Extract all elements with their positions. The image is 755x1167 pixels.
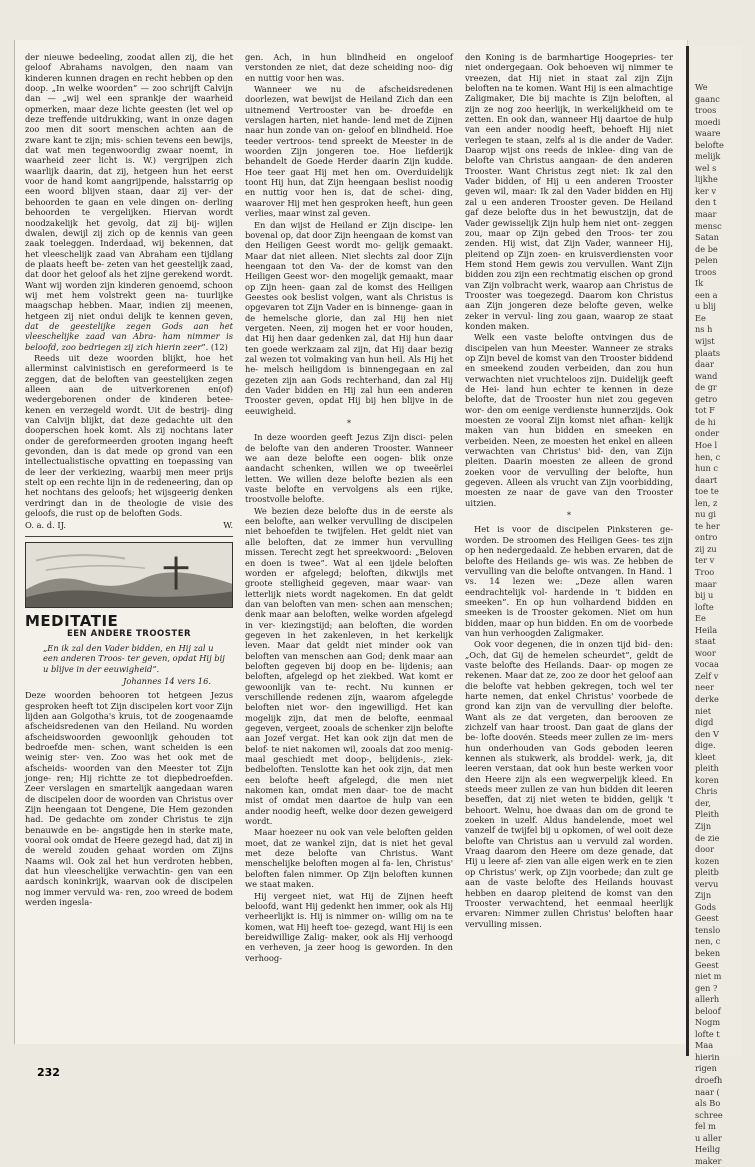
paragraph: Het is voor de discipelen Pinksteren ge- worden. De stroomen des Heiligen Gees- tes zijn op hen nedergedaald. Ze hebben ervaren, dat de belofte des Heilands ge- wis was. Ze hebben de vervulling van die belofte ontvangen. In Hand. 1 vs. 14 lezen we: „Deze allen waren eendrachtelijk vol- hardende in 't bidden en smeeken”. En op hun volhardend bidden en smeeken is de Trooster gekomen. Niet om hun bidden, maar op hun bidden. En om de voorbede van hun verhoogden Zaligmaker. — [465, 524, 673, 638]
next-page-text-fragment: hen, c — [695, 451, 721, 462]
next-page-text-fragment: gen ? — [695, 982, 718, 993]
paragraph: Reeds uit deze woorden blijkt, hoe het allerminst calvinistisch en gereformeerd is te zeggen, dat de beloften van geestelijken zegen alleen aan de uitverkorenen en(of) wedergeborenen onder de kinderen betee- kenen en verzegeld wordt. Uit de bestrij- ding van Calvijn blijkt, dat deze gedachte uit den dooperschen hoek komt. Als zij nochtans later onder de gereformeerden grooten ingang heeft gevonden, dan is dat mede op grond van een intellectualistische opvatting en toepassing van de leer der verkiezing, waarbij men meer prijs stelt op een rechte lijn in de redeneering, dan op het nochtans des geloofs; het wijsgeerig denken verdringt dan in de theologie de visie des geloofs, die rust op de beloften Gods. — [25, 352, 233, 519]
next-page-text-fragment: nu gi — [695, 509, 717, 520]
next-page-text-fragment: kozen — [695, 855, 720, 866]
next-page-text-fragment: pleith — [695, 763, 719, 774]
next-page-text-fragment: derke — [695, 693, 719, 704]
next-page-text-fragment: Geest — [695, 959, 719, 970]
next-page-text-fragment: digd — [695, 717, 714, 728]
paragraph: Maar hoezeer nu ook van vele beloften gelden moet, dat ze wankel zijn, dat is niet het geval met deze belofte van Christus. Want menschelijke beloften mogen al fa- len, Christus' beloften falen nimmer. Op Zijn beloften kunnen we staat maken. — [245, 827, 453, 890]
next-page-text-fragment: niet — [695, 705, 712, 716]
next-page-text-fragment: beken — [695, 948, 721, 959]
next-page-text-fragment: gaanc — [695, 93, 720, 104]
next-page-text-fragment: u aller — [695, 1132, 722, 1143]
next-page-text-fragment: mensc — [695, 220, 722, 231]
next-page-text-fragment: waare — [695, 128, 721, 139]
next-page-text-fragment: moedi — [695, 116, 721, 127]
next-page-text-fragment: pleitb — [695, 867, 719, 878]
paragraph: der nieuwe bedeeling, zoodat allen zij, die het geloof Abrahams navolgen, den naam van kinderen kunnen dragen en recht hebben op den doop. „In welke woorden” — zoo schrijft Calvijn dan — „wij wel een sprankje der waarheid opmerken, maar deze lichte geesten (let wel op deze treffende uitdrukking, want in onze dagen zoo men dit soort menschen achten aan de zware kant te zijn; mis- schien tevens een bewijs, dat wat men tegenwoordig zwaar noemt, in waarheid zeer licht is. W.) vergrijpen zich waarlijk daarin, dat zij, hetgeen hun het eerst voor de hand komt aangrijpende, halsstarrig op een woord blijven staan, daar zij ver- der behoorden te gaan en vele dingen on- derling behoorden te vergelijken. Hiervan wordt noodzakelijk het gevolg, dat zij bij- wijlen dwalen, dewijl zij zich op de kennis van geen zaak toeleggen. Inderdaad, wij bekennen, dat het vleeschelijk zaad van Abraham een tijdlang de plaats heeft be- zeten van het geestelijk zaad, dat door het geloof als het zijne gerekend wordt. Want wij worden zijn kinderen genoemd, schoon wij met hem volstrekt geen na- tuurlijke maagschap hebben. Maar, indien zij meenen, hetgeen zij niet ondui delijk te kennen geven, dat de geestelijke zegen Gods aan het vleeschelijke zaad van Abra- ham nimmer is beloofd, zoo bedriegen zij zich hierin zeer”. (12) — [25, 52, 233, 352]
next-page-text-fragment: kleet — [695, 751, 716, 762]
page-number: 232 — [37, 1066, 60, 1079]
location-initials: O. a. d. IJ. — [25, 520, 66, 531]
next-page-text-fragment: vocaa — [695, 659, 719, 670]
next-page-text-fragment: Heila — [695, 624, 718, 635]
next-page-text-fragment: daar — [695, 359, 714, 370]
next-page-text-fragment: maar — [695, 209, 717, 220]
next-page-text-fragment: staat — [695, 636, 716, 647]
scripture-quote: „En ik zal den Vader bidden, en Hij zal u een anderen Troos- ter geven, opdat Hij bij u blijve in der eeuwigheid”. — [43, 642, 225, 674]
next-page-text-fragment: de be — [695, 243, 718, 254]
next-page-text-fragment: plaats — [695, 347, 721, 358]
next-page-text-fragment: Geest — [695, 913, 719, 924]
next-page-text-fragment: belofte — [695, 139, 724, 150]
paragraph: Welk een vaste belofte ontvingen dus de discipelen van hun Meester. Wanneer ze straks op Zijn bevel de komst van den Trooster biddend en smeekend zouden verbeiden, dan zou hun verwachten niet vruchteloos zijn. Duidelijk geeft de Hei- land hun echter te kennen in deze belofte, dat de Trooster hun niet zou gegeven wor- den om eenige verdienste hunnerzijds. Ook moesten ze vooral Zijn komst niet afhan- kelijk maken van hun bidden en smeeken en verbeiden. Neen, ze moesten het enkel en alleen verwachten van Christus' bid- den, van Zijn pleiten. Daarin moesten ze alleen de grond zoeken voor de vervulling der belofte, hun gegeven. Alleen als vrucht van Zijn voorbidding, moesten ze naar de gave van den Trooster uitzien. — [465, 332, 673, 508]
next-page-text-fragment: Ik — [695, 278, 704, 289]
next-page-text-fragment: den t — [695, 197, 717, 208]
next-page-text-fragment: naar ( — [695, 1086, 720, 1097]
next-page-text-fragment: Hoe l — [695, 439, 718, 450]
next-page-text-fragment: Gods — [695, 901, 716, 912]
next-page-text-fragment: dige. — [695, 740, 716, 751]
next-page-text-fragment: melijk — [695, 151, 721, 162]
next-page-text-fragment: Nogm — [695, 1017, 721, 1028]
paragraph: Ook voor degenen, die in onzen tijd bid- den: „Och, dat Gij de hemelen scheurdet”, geldt de vaste belofte des Heilands. Daar- op mogen ze rekenen. Maar dat ze, zoo ze door het geloof aan die belofte vat hebben gekregen, toch wel ter harte nemen, dat enkel Christus' voorbede de grond kan zijn van de vervulling dier belofte. Want als ze dat vergeten, dan berooven ze zichzelf van haar troost. Dan gaat de glans der be- lofte doovén. Steeds meer zullen ze im- mers hun onderhouden van Gods geboden leeren kennen als stukwerk, als broddel- werk, ja, dit leeren verstaan, dat ook hun beste werken voor den Heere zijn als een wegwerpelijk kleed. En steeds meer zullen ze van hun bidden dit leeren beseffen, dat zij niet weten te bidden, gelijk 't behoort. Welnu, hoe dwaas dan om de grond te zoeken in uzelf. Aldus handelende, moet wel vanzelf de twijfel bij u opkomen, of wel ooit deze belofte van Christus aan u vervuld zal worden. Vraag daarom den Heere om deze genade, dat Hij u leere af- zien van alle eigen werk en te zien op Christus' werk, op Zijn voorbede; dan zult ge aan de vaste belofte des Heilands houvast hebben en daarop pleitend de komst van den Trooster verwachtend, het eenmaal heerlijk ervaren: Nimmer zullen Christus' beloften haar vervulling missen. — [465, 639, 673, 929]
paragraph: En dan wijst de Heiland er Zijn discipe- len bovenal op, dat door Zijn heengaan de komst van den Heiligen Geest wordt mo- gelijk gemaakt. Maar dat niet alleen. Niet slechts zal door Zijn heengaan tot den Va- der de komst van den Heiligen Geest wor- den mogelijk gemaakt, maar op Zijn heen- gaan zal de komst des Heiligen Geestes ook beslist volgen, want als Christus is opgevaren tot Zijn Vader en is binnenge- gaan in de hemelsche glorie, dan zal Hij hen niet vergeten. Neen, zij mogen het er voor houden, dat Hij hen daar gedenken zal, dat Hij hun daar ten goede werkzaam zal zijn, dat Hij daar bezig zal wezen tot volmaking van hun heil. Als Hij het he- melsch heiligdom is binnengegaan en zal gezeten zijn aan Gods rechterhand, dan zal Hij den Vader bidden en Hij zal hun een anderen Trooster geven, opdat Hij bij hen blijve in de eeuwigheid. — [245, 219, 453, 416]
paragraph: Wanneer we nu de afscheidsredenen doorlezen, wat bewijst de Heiland Zich dan een uitnemend Vertrooster van be- droefde en verslagen harten, niet hande- lend met de Zijnen naar hun zonde van on- geloof en blindheid. Hoe teeder vertroos- tend spreekt de Meester in de woorden Zijn jongeren toe. Hoe liefderijk behandelt de Goede Herder daarin Zijn kudde. Hoe teer gaat Hij met hen om. Overduidelijk toont Hij hun, dat Zijn heengaan beslist noodig en nuttig voor hen is, dat de schei- ding, waarover Hij met hen gesproken heeft, hun geen verlies, maar winst zal geven. — [245, 84, 453, 219]
next-page-text-fragment: lofte — [695, 601, 714, 612]
author-initial: W. — [223, 520, 233, 531]
next-page-text-fragment: Chris — [695, 786, 718, 797]
next-page-text-fragment: We — [695, 82, 708, 92]
next-page-text-fragment: wand — [695, 370, 718, 381]
next-page-text-fragment: bij u — [695, 590, 714, 601]
next-page-text-fragment: wel s — [695, 162, 717, 173]
next-page-text-fragment: neer — [695, 682, 714, 693]
next-page-text-fragment: ker v — [695, 185, 716, 196]
next-page-text-fragment: Heilig — [695, 1144, 721, 1155]
divider — [25, 536, 233, 537]
next-page-text-fragment: len, z — [695, 497, 718, 508]
next-page-text-fragment: tot F — [695, 405, 715, 416]
next-page-text-fragment: door — [695, 844, 715, 855]
article-title: EEN ANDERE TROOSTER — [66, 628, 192, 639]
next-page-text-fragment: hierin — [695, 1051, 720, 1062]
emphasis: dat de geestelijke zegen Gods aan het vleeschelijke zaad van Abra- ham nimmer is beloofd, zoo bedriegen zij zich hierin zeer — [25, 320, 233, 352]
paragraph: Hij vergeet niet, wat Hij de Zijnen heeft beloofd, want Hij gedenkt hen immer, ook als Hij verheerlijkt is. Hij is nimmer on- willig om na te komen, wat Hij heeft toe- gezegd, want Hij is een bereidwillige Zalig- maker, ook als Hij verhoogd en verheven, ja zeer hoog is geworden. In den verhoog- — [245, 890, 453, 963]
next-page-text-fragment: ontro — [695, 532, 718, 543]
next-page-text-fragment: maker — [695, 1155, 722, 1166]
next-page-text-fragment: de hi — [695, 416, 716, 427]
next-page-text-fragment: der, — [695, 797, 711, 808]
column-1 — [25, 52, 233, 908]
column-2 — [245, 52, 453, 964]
column-3 — [465, 52, 673, 930]
next-page-text-fragment: woor — [695, 647, 716, 658]
next-page-text-fragment: vervu — [695, 878, 719, 889]
next-page-text-fragment: tenslo — [695, 924, 721, 935]
paragraph: gen. Ach, in hun blindheid en ongeloof verstonden ze niet, dat deze scheiding noo- dig en nuttig voor hen was. — [245, 52, 453, 83]
next-page-text-fragment: maar — [695, 578, 717, 589]
next-page-text-fragment: beloof — [695, 1005, 721, 1016]
paragraph: den Koning is de barmhartige Hoogepries- ter niet ondergegaan. Ook behoeven wij nimmer te vreezen, dat Hij niet in staat zal zijn Zijn beloften na te komen. Want Hij is een almachtige Zaligmaker, Die bij machte is Zijn beloften, al zijn ze nog zoo heerlijk, in werkelijkheid om te zetten. En ook dan, wanneer Hij daartoe de hulp van een ander noodig heeft, behoeft Hij niet verlegen te staan, zelfs al is die ander de Vader. Daarop wijst ons reeds de inklee- ding van de belofte van Christus aangaan- de den anderen Trooster. Want Christus zegt niet: Ik zal den Vader bidden, of Hij u een anderen Trooster geven wil, maar: Ik zal den Vader bidden en Hij zal u een anderen Trooster geven. De Heiland gaf deze belofte dus in het bewustzijn, dat de Vader gewisselijk Zijn hulp hem niet ont- zeggen zou, maar op Zijn gebed den Troos- ter zou zenden. Hij wist, dat Zijn Vader, wanneer Hij, pleitend op Zijn zoen- en kruisverdiensten voor Hem stond Hem gewis zou vervullen. Want Zijn bidden zou zijn een rechtmatig eischen op grond van Zijn volbracht werk, waarop aan Christus de Trooster was toegezegd. Daarom kon Christus aan Zijn jongeren deze belofte geven, welke zeker in vervul- ling zou gaan, waarop ze staat konden maken. — [465, 52, 673, 331]
next-page-text-fragment: Pleith — [695, 809, 720, 820]
next-page-text-fragment: droefh — [695, 1075, 723, 1086]
next-page-text-fragment: schree — [695, 1109, 723, 1120]
next-page-text-fragment: allerh — [695, 994, 720, 1005]
next-page-text-fragment: hun c — [695, 463, 719, 474]
next-page-text-fragment: Zelf v — [695, 670, 719, 681]
next-page-text-fragment: een a — [695, 289, 718, 300]
next-page-fragment-column — [695, 82, 755, 1167]
next-page-text-fragment: pelen — [695, 255, 718, 266]
next-page-text-fragment: Zijn — [695, 890, 712, 901]
next-page-text-fragment: onder — [695, 428, 720, 439]
next-page-text-fragment: getro — [695, 393, 718, 404]
next-page-text-fragment: als Bo — [695, 1098, 721, 1109]
separator-mark: * — [567, 511, 571, 521]
next-page-text-fragment: den V — [695, 728, 719, 739]
next-page-text-fragment: Zijn — [695, 821, 712, 831]
next-page-text-fragment: Troo — [695, 566, 715, 577]
next-page-text-fragment: Maa — [695, 1040, 714, 1051]
next-page-text-fragment: fel m — [695, 1121, 716, 1132]
next-page-text-fragment: troos — [695, 105, 717, 116]
paragraph: We bezien deze belofte dus in de eerste als een belofte, aan welker vervulling de discipelen niet behoefden te twijfelen. Het geldt niet van alle beloften, dat ze immer hun vervulling missen. Terecht zegt het spreekwoord: „Beloven en doen is twee”. Wat al een ijdele beloften worden er afgelegd; beloften, dikwijls met groote stelligheid gegeven, maar waar- van letterlijk niets wordt nagekomen. En dat geldt dan van beloften van men- schen aan menschen; denk maar aan beloften, welke worden afgelegd in ver- kiezingstijd; aan beloften, die worden gegeven in het zakenleven, in het kerkelijk leven. Maar dat geldt niet minder ook van beloften van menschen aan God; denk maar aan beloften gegeven bij doop en be- lijdenis; aan beloften, afgelegd op het ziekbed. Wat komt er gewoonlijk van te- recht. Nu kunnen er verschillende redenen zijn, waarom afgelegde beloften niet wor- den ingewilligd. Het kan mogelijk zijn, dat men de belofte, eenmaal gegeven, vergeet, zooals de schenker zijn belofte aan Jozef vergat. Het kan ook zijn dat men de belof- te niet nakomen wil, zooals dat zoo menig- maal geschiedt met doop-, belijdenis-, ziek- bedbeloften. Tenslotte kan het ook zijn, dat men een belofte heeft afgelegd, die men niet nakomen kan, omdat men daar- toe de macht mist of omdat men daartoe de hulp van een ander noodig heeft, welke door dezen geweigerd wordt. — [245, 505, 453, 827]
separator-mark: * — [347, 419, 351, 429]
next-page-text-fragment: de gr — [695, 382, 717, 393]
paragraph: In deze woorden geeft Jezus Zijn disci- pelen de belofte van den anderen Trooster. Wanneer we aan deze belofte een oogen- blik onze aandacht schenken, willen we op tweeërlei letten. We willen deze belofte bezien als een vaste belofte en vervolgens als een rijke, troostvolle belofte. — [245, 432, 453, 505]
section-title: MEDITATIE — [25, 612, 119, 631]
next-page-text-fragment: troos — [695, 266, 717, 277]
paragraph: Deze woorden behooren tot hetgeen Jezus gesproken heeft tot Zijn discipelen kort voor Zijn lijden aan Golgotha's kruis, tot de zoogenaamde afscheidsredenen van den Heiland. Nu worden afscheidswoorden gewoonlijk gehouden tot bedroefde men- schen, want scheiden is een weinig ster- ven. Zoo was het ook met de afscheids- woorden van den Meester tot Zijn jonge- ren; Hij richtte ze tot diepbedroefden. Zeer verslagen en smartelijk aangedaan waren de discipelen door de woorden van Christus over Zijn heengaan tot Dengene, Die Hem gezonden had. De gedachte om zonder Christus te zijn benauwde en be- angstigde hen in sterke mate, vooral ook omdat de Heere gezegd had, dat zij in de wereld zouden gehaat worden om Zijns Naams wil. Ook zal het hun verdroten hebben, dat hun vleeschelijke verwachtin- gen van een aardsch koninkrijk, waarvan ook de discipelen nog immer vervuld wa- ren, zoo wreed de bodem werden ingesla- — [25, 690, 233, 908]
next-page-text-fragment: koren — [695, 774, 719, 785]
next-page-text-fragment: niet m — [695, 971, 722, 982]
next-page-text-fragment: toe te — [695, 486, 719, 497]
next-page-text-fragment: lofte t — [695, 1028, 720, 1039]
next-page-text-fragment: lijkhe — [695, 174, 718, 185]
scripture-reference: Johannes 14 vers 16. — [123, 675, 211, 686]
next-page-text-fragment: Ee — [695, 312, 706, 323]
next-page-text-fragment: ns h — [695, 324, 713, 335]
next-page-text-fragment: nen, c — [695, 936, 721, 947]
next-page-edge — [686, 46, 741, 1166]
next-page-text-fragment: de zie — [695, 832, 720, 843]
next-page-text-fragment: daart — [695, 474, 718, 485]
next-page-text-fragment: ter v — [695, 555, 715, 566]
next-page-text-fragment: te her — [695, 520, 720, 531]
next-page-text-fragment: Satan — [695, 232, 719, 243]
next-page-text-fragment: zij zu — [695, 543, 717, 554]
meditatie-header-illustration — [25, 542, 233, 608]
magazine-page — [14, 40, 687, 1079]
next-page-text-fragment: u blij — [695, 301, 716, 312]
next-page-text-fragment: rigen — [695, 1063, 717, 1074]
next-page-text-fragment: Ee — [695, 613, 706, 624]
next-page-text-fragment: wijst — [695, 336, 715, 347]
signature-line — [25, 520, 233, 530]
